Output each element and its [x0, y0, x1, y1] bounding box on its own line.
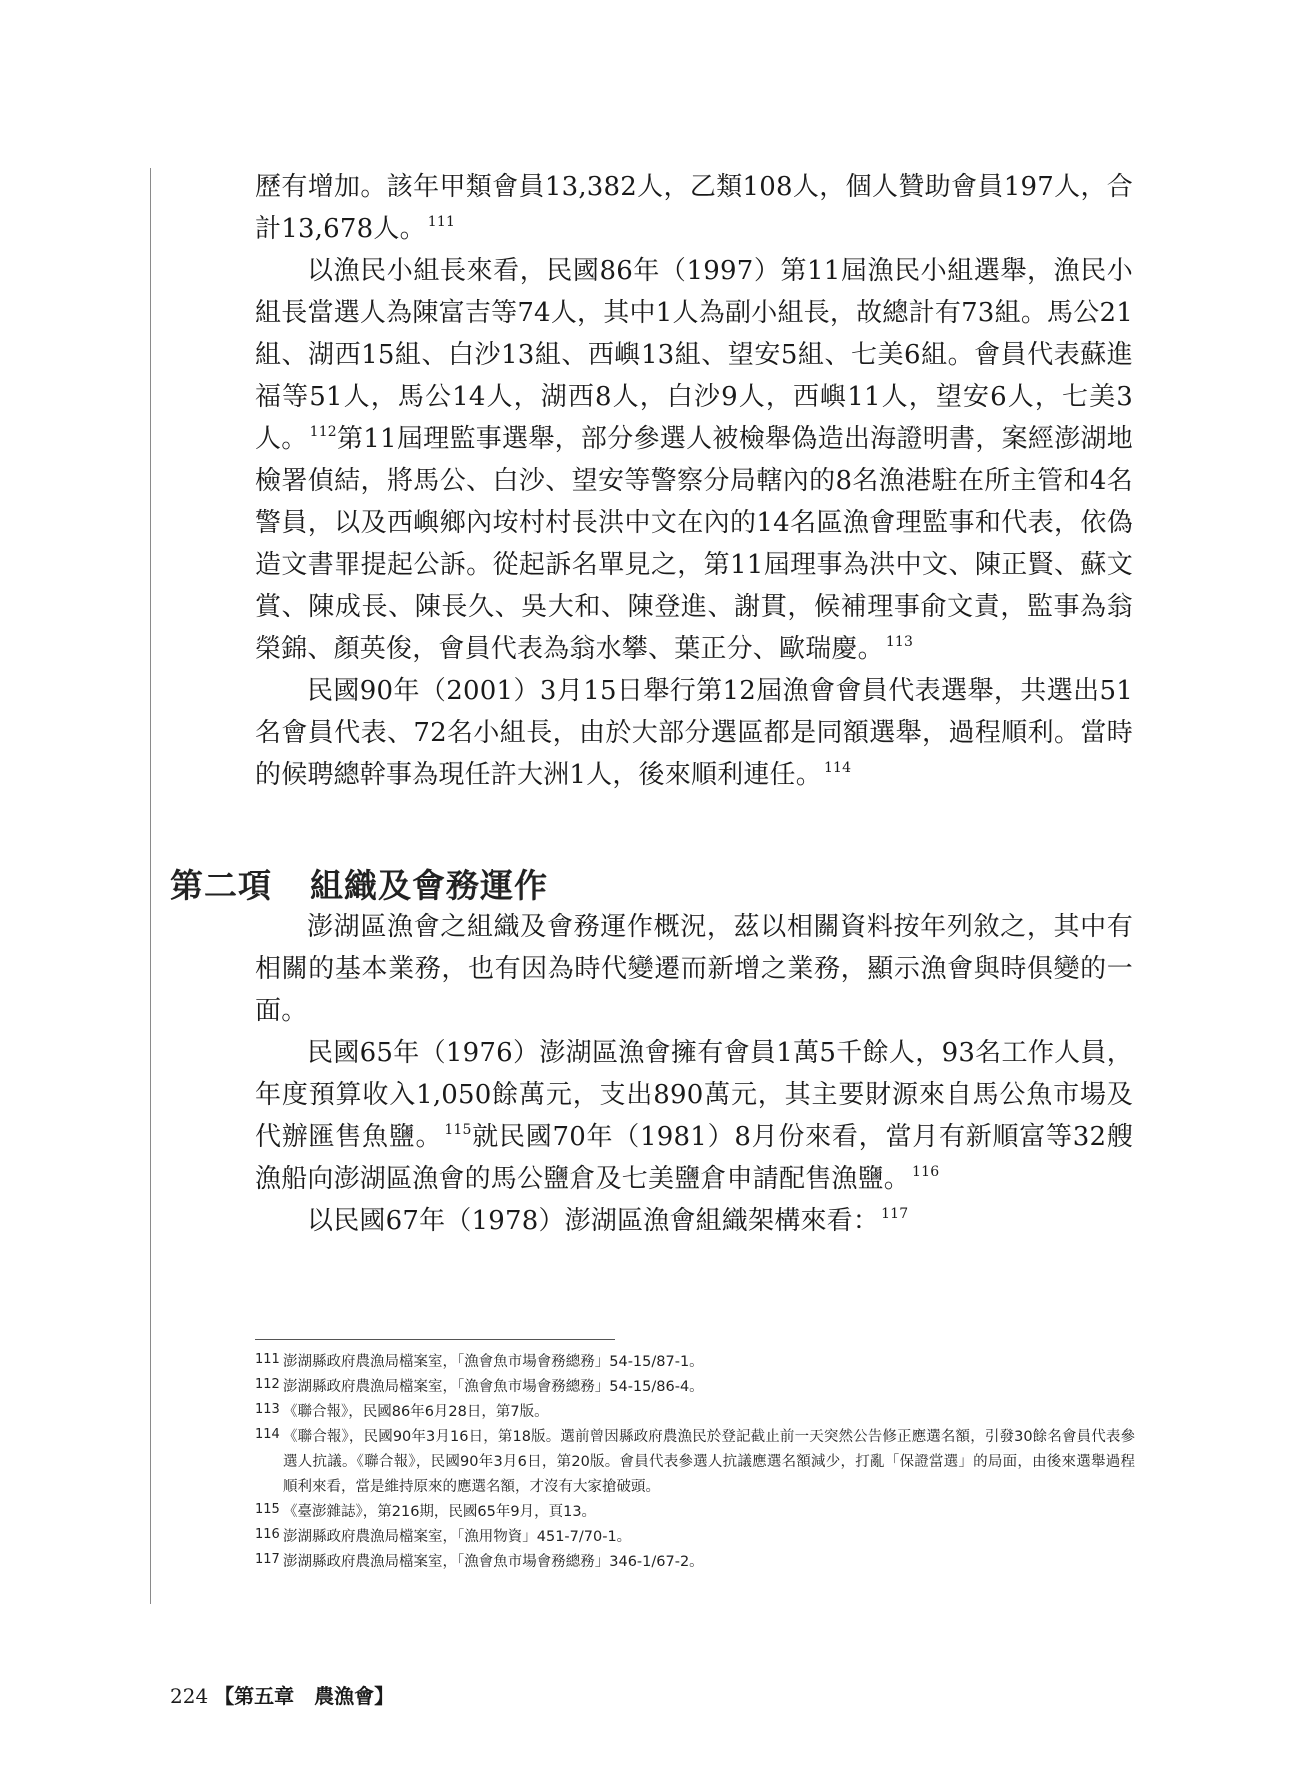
footnote-text: 《聯合報》，民國86年6月28日，第7版。	[283, 1404, 549, 1420]
footnote-ref[interactable]: 117	[881, 1206, 909, 1222]
footnote-text: 《臺澎雜誌》，第216期，民國65年9月，頁13。	[283, 1504, 597, 1520]
margin-rule	[150, 168, 151, 1604]
paragraph: 歷有增加。該年甲類會員13,382人，乙類108人，個人贊助會員197人，合計13,678人。 $^{111}$	[255, 172, 1133, 244]
footnote-ref[interactable]: 111	[427, 214, 456, 230]
footnote-ref[interactable]: 114	[823, 760, 852, 776]
footnote-text: 澎湖縣政府農漁局檔案室，「漁用物資」451-7/70-1。	[283, 1529, 632, 1545]
footnote-number: 117	[255, 1552, 280, 1567]
footnote-item	[255, 1375, 1135, 1400]
section-number: 第二項	[170, 866, 272, 905]
footnote-item	[255, 1550, 1135, 1575]
footnote-number: 112	[255, 1377, 280, 1392]
section-heading	[170, 860, 548, 907]
footnote-number: 115	[255, 1502, 280, 1517]
paragraph: 以民國67年（1978）澎湖區漁會組織架構來看： $^{117}$	[307, 1206, 909, 1236]
paragraph: 以漁民小組長來看，民國86年（1997）第11屆漁民小組選舉，漁民小組長當選人為陳富吉等74人，其中1人為副小組長，故總計有73組。馬公21組、湖西15組、白沙13組、西嶼13組、望安5組、七美6組。會員代表蘇進福等51人，馬公14人，湖西8人，白沙9人，西嶼11人，望安6人，七美3人。 $^{112}$第11屆理監事選舉，部分參選人被檢舉偽造出海證明書，案經澎湖地檢署偵結，將馬公、白沙、望安等警察分局轄內的8名漁港駐在所主管和4名警員，以及西嶼鄉內垵村村長洪中文在內的14名區漁會理監事和代表，依偽造文書罪提起公訴。從起訴名單見之，第11屆理事為洪中文、陳正賢、蘇文賞、陳成長、陳長久、吳大和、陳登進、謝貫，候補理事俞文責，監事為翁榮錦、顏英俊，會員代表為翁水攀、葉正分、歐瑞慶。 $^{113}$	[255, 256, 1133, 664]
footnote-number: 114	[255, 1427, 280, 1442]
footnote-item	[255, 1400, 1135, 1425]
chapter-label: 【第五章 農漁會】	[214, 1684, 395, 1708]
footnote-number: 116	[255, 1527, 280, 1542]
footnote-ref[interactable]: 115	[444, 1122, 472, 1138]
footnote-number: 113	[255, 1402, 280, 1417]
footnote-text: 澎湖縣政府農漁局檔案室，「漁會魚市場會務總務」346-1/67-2。	[283, 1554, 704, 1570]
footnote-ref[interactable]: 112	[309, 424, 337, 440]
section-title: 組織及會務運作	[310, 866, 548, 905]
running-footer	[170, 1680, 394, 1709]
footnote-text: 澎湖縣政府農漁局檔案室，「漁會魚市場會務總務」54-15/87-1。	[283, 1354, 704, 1370]
footnote-item	[255, 1500, 1135, 1525]
footnote-text: 澎湖縣政府農漁局檔案室，「漁會魚市場會務總務」54-15/86-4。	[283, 1379, 704, 1395]
footnotes	[255, 1350, 1135, 1575]
page-number: 224	[170, 1684, 209, 1708]
footnote-text: 《聯合報》，民國90年3月16日，第18版。選前曾因縣政府農漁民於登記截止前一天突然公告修正應選名額，引發30餘名會員代表參選人抗議。《聯合報》，民國90年3月6日，第20版。會員代表參選人抗議應選名額減少，打亂「保證當選」的局面，由後來選舉過程順利來看，當是維持原來的應選名額，才沒有大家搶破頭。	[283, 1429, 1135, 1495]
section1-body	[255, 166, 1133, 796]
footnote-item	[255, 1525, 1135, 1550]
paragraph: 澎湖區漁會之組織及會務運作概況，茲以相關資料按年列敘之，其中有相關的基本業務，也有因為時代變遷而新增之業務，顯示漁會與時俱變的一面。	[255, 912, 1133, 1026]
footnote-divider	[255, 1339, 615, 1340]
footnote-item	[255, 1350, 1135, 1375]
paragraph: 民國65年（1976）澎湖區漁會擁有會員1萬5千餘人，93名工作人員，年度預算收入1,050餘萬元，支出890萬元，其主要財源來自馬公魚市場及代辦匯售魚鹽。 $^{115}$就民國70年（1981）8月份來看，當月有新順富等32艘漁船向澎湖區漁會的馬公鹽倉及七美鹽倉申請配售漁鹽。 $^{116}$	[255, 1038, 1134, 1194]
footnote-number: 111	[255, 1352, 280, 1367]
footnote-item	[255, 1425, 1135, 1500]
footnote-ref[interactable]: 113	[885, 634, 914, 650]
section2-body	[255, 906, 1133, 1242]
footnote-ref[interactable]: 116	[912, 1164, 940, 1180]
paragraph: 民國90年（2001）3月15日舉行第12屆漁會會員代表選舉，共選出51名會員代表、72名小組長，由於大部分選區都是同額選舉，過程順利。當時的候聘總幹事為現任許大洲1人，後來順利連任。 $^{114}$	[255, 676, 1133, 790]
